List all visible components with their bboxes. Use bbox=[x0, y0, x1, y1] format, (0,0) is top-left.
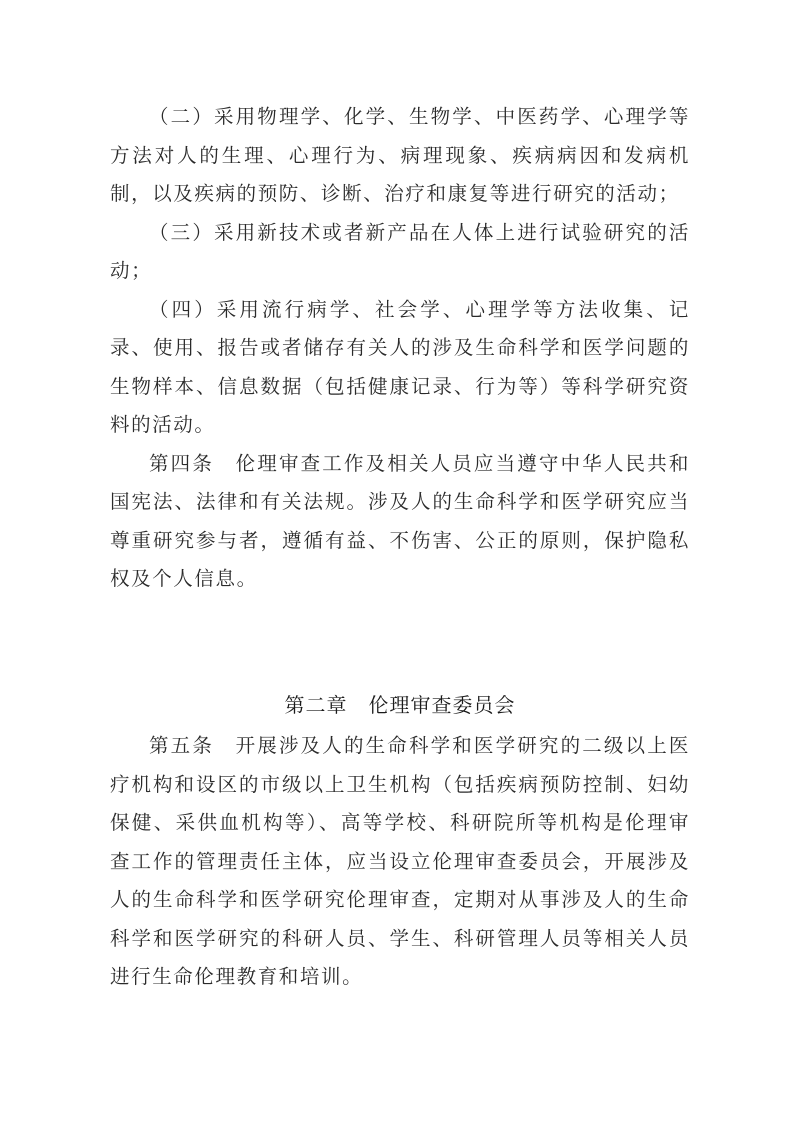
paragraph-item-3: （三）采用新技术或者新产品在人体上进行试验研究的活动； bbox=[110, 220, 690, 282]
paragraph-item-2: （二）采用物理学、化学、生物学、中医药学、心理学等方法对人的生理、心理行为、病理现象、疾病病因和发病机制，以及疾病的预防、诊断、治疗和康复等进行研究的活动； bbox=[110, 105, 690, 205]
paragraph-item-4: （四）采用流行病学、社会学、心理学等方法收集、记录、使用、报告或者储存有关人的涉及生命科学和医学问题的生物样本、信息数据（包括健康记录、行为等）等科学研究资料的活动。 bbox=[110, 297, 690, 436]
paragraph-article-5: 第五条 开展涉及人的生命科学和医学研究的二级以上医疗机构和设区的市级以上卫生机构（包括疾病预防控制、妇幼保健、采供血机构等）、高等学校、科研院所等机构是伦理审查工作的管理责任主体，应当设立伦理审查委员会，开展涉及人的生命科学和医学研究伦理审查，定期对从事涉及人的生命科学和医学研究的科研人员、学生、科研管理人员等相关人员进行生命伦理教育和培训。 bbox=[110, 734, 690, 988]
paragraph-article-4: 第四条 伦理审查工作及相关人员应当遵守中华人民共和国宪法、法律和有关法规。涉及人的生命科学和医学研究应当尊重研究参与者，遵循有益、不伤害、公正的原则，保护隐私权及个人信息。 bbox=[110, 451, 690, 590]
body-text-top bbox=[110, 98, 690, 599]
chapter-heading: 第二章 伦理审查委员会 bbox=[284, 693, 516, 717]
body-text-bottom bbox=[110, 727, 690, 997]
